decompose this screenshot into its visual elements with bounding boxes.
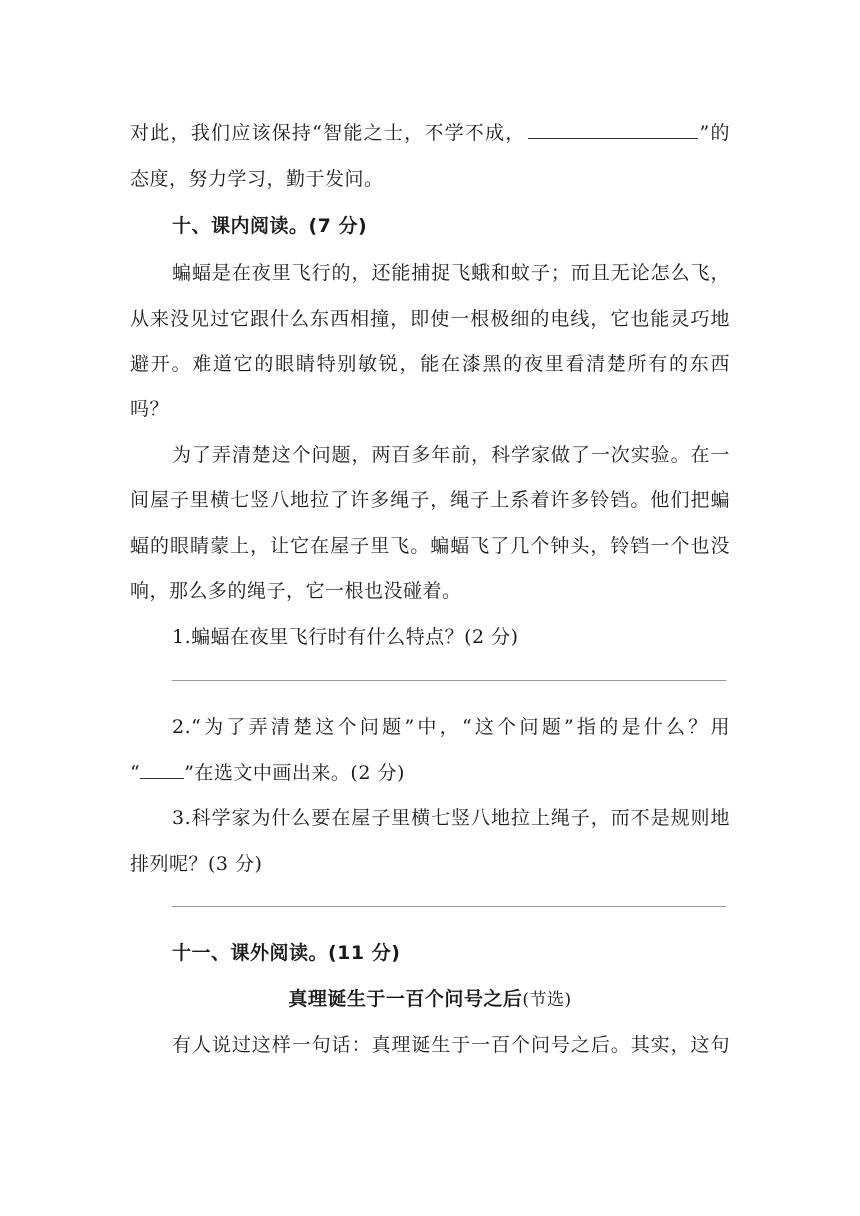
intro-text-after-blank: ”的	[699, 122, 731, 144]
passage-line: 吗？	[130, 398, 170, 420]
article-title	[130, 988, 730, 1011]
section-10-heading: 十、课内阅读。(7 分)	[172, 215, 368, 237]
article-title-text: 真理诞生于一百个问号之后	[288, 988, 523, 1010]
question-2-line-1: 2.“为了弄清楚这个问题”中，“这个问题”指的是什么？用	[172, 716, 730, 738]
section-11-heading: 十一、课外阅读。(11 分)	[172, 942, 401, 964]
question-1: 1.蝙蝠在夜里飞行时有什么特点？(2 分)	[172, 626, 519, 648]
passage-line: 为了弄清楚这个问题，两百多年前，科学家做了一次实验。在一	[172, 444, 730, 466]
question-3-line-1: 3.科学家为什么要在屋子里横七竖八地拉上绳子，而不是规则地	[172, 807, 730, 829]
answer-line-3[interactable]	[172, 906, 726, 907]
answer-blank[interactable]	[528, 122, 698, 139]
passage-line: 蝙蝠是在夜里飞行的，还能捕捉飞蛾和蚊子；而且无论怎么飞，	[172, 262, 730, 284]
underline-blank[interactable]	[140, 762, 184, 779]
question-2-text: ”在选文中画出来。(2 分)	[184, 762, 405, 784]
passage-line: 有人说过这样一句话：真理诞生于一百个问号之后。其实，这句	[172, 1034, 730, 1056]
passage-line: 从来没见过它跟什么东西相撞，即使一根极细的电线，它也能灵巧地	[130, 308, 730, 330]
intro-text-before-blank: 对此，我们应该保持“智能之士，不学不成，	[130, 122, 526, 144]
intro-line-2: 态度，努力学习，勤于发问。	[130, 168, 384, 190]
intro-line-1	[130, 122, 730, 144]
passage-line: 避开。难道它的眼睛特别敏锐，能在漆黑的夜里看清楚所有的东西	[130, 353, 730, 375]
article-title-note: (节选)	[522, 990, 572, 1010]
quote-open: “	[130, 762, 141, 784]
question-3-line-2: 排列呢？(3 分)	[130, 853, 263, 875]
passage-line: 蝠的眼睛蒙上，让它在屋子里飞。蝙蝠飞了几个钟头，铃铛一个也没	[130, 535, 730, 557]
question-2-line-2	[130, 762, 730, 784]
answer-line-1[interactable]	[172, 680, 726, 681]
passage-line: 间屋子里横七竖八地拉了许多绳子，绳子上系着许多铃铛。他们把蝙	[130, 489, 730, 511]
passage-line: 响，那么多的绳子，它一根也没碰着。	[130, 580, 462, 602]
